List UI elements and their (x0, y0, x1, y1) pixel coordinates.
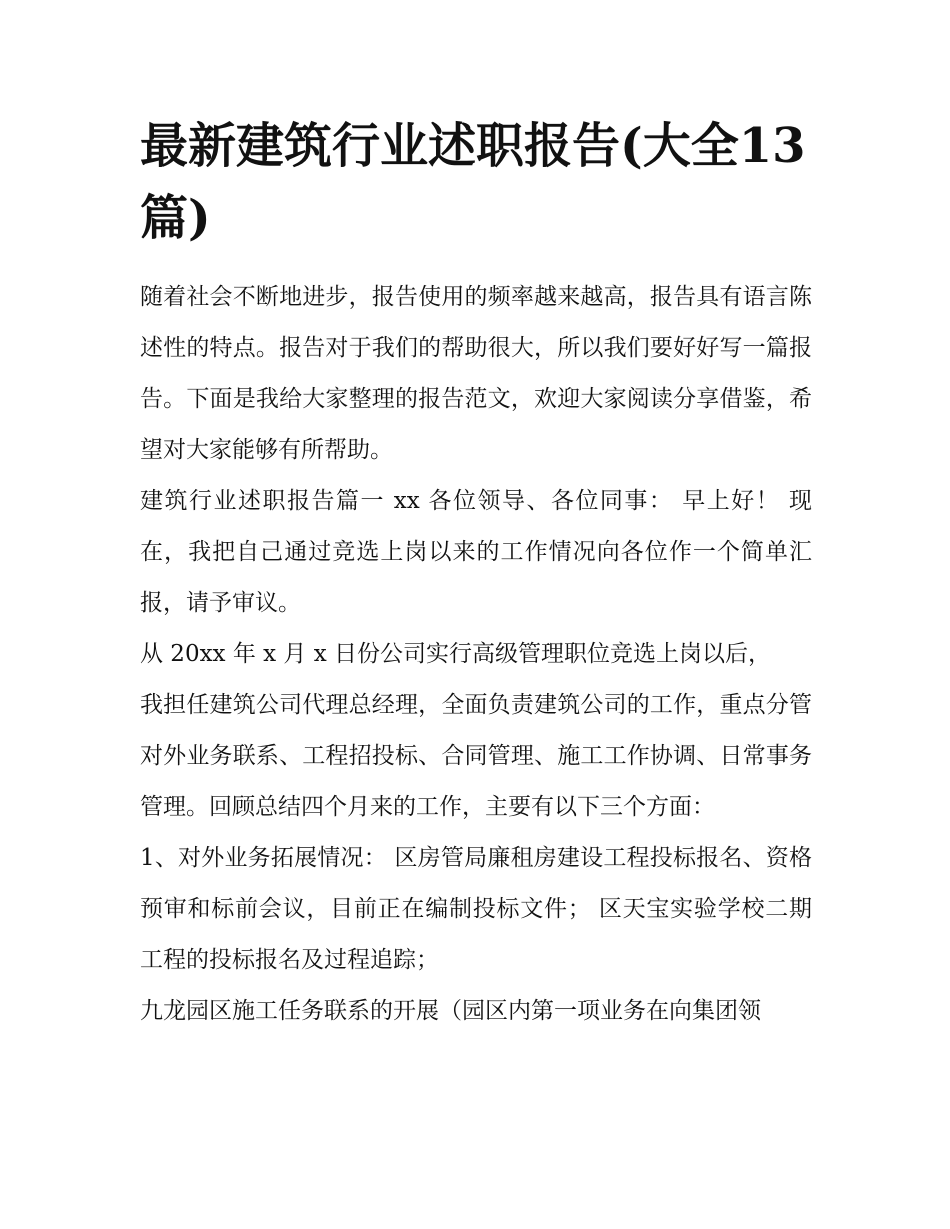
paragraph-business-expansion: 1、对外业务拓展情况： 区房管局廉租房建设工程投标报名、资格预审和标前会议，目前正在编制投标文件； 区天宝实验学校二期工程的投标报名及过程追踪； (140, 845, 812, 973)
document-page (140, 110, 812, 1037)
paragraph-intro: 随着社会不断地进步，报告使用的频率越来越高，报告具有语言陈述性的特点。报告对于我们的帮助很大，所以我们要好好写一篇报告。下面是我给大家整理的报告范文，欢迎大家阅读分享借鉴，希望对大家能够有所帮助。 (140, 284, 812, 463)
document-title: 最新建筑行业述职报告(大全13篇) (140, 118, 806, 246)
paragraph-jiulong-park: 九龙园区施工任务联系的开展（园区内第一项业务在向集团领 (140, 998, 761, 1024)
paragraph-responsibilities: 我担任建筑公司代理总经理，全面负责建筑公司的工作，重点分管对外业务联系、工程招投标、合同管理、施工工作协调、日常事务管理。回顾总结四个月来的工作，主要有以下三个方面： (140, 692, 812, 820)
paragraph-since-election: 从 20xx 年 x 月 x 日份公司实行高级管理职位竞选上岗以后， (140, 641, 772, 667)
paragraph-greeting: 建筑行业述职报告篇一 xx 各位领导、各位同事： 早上好！ 现在，我把自己通过竞选上岗以来的工作情况向各位作一个简单汇报，请予审议。 (140, 488, 812, 616)
